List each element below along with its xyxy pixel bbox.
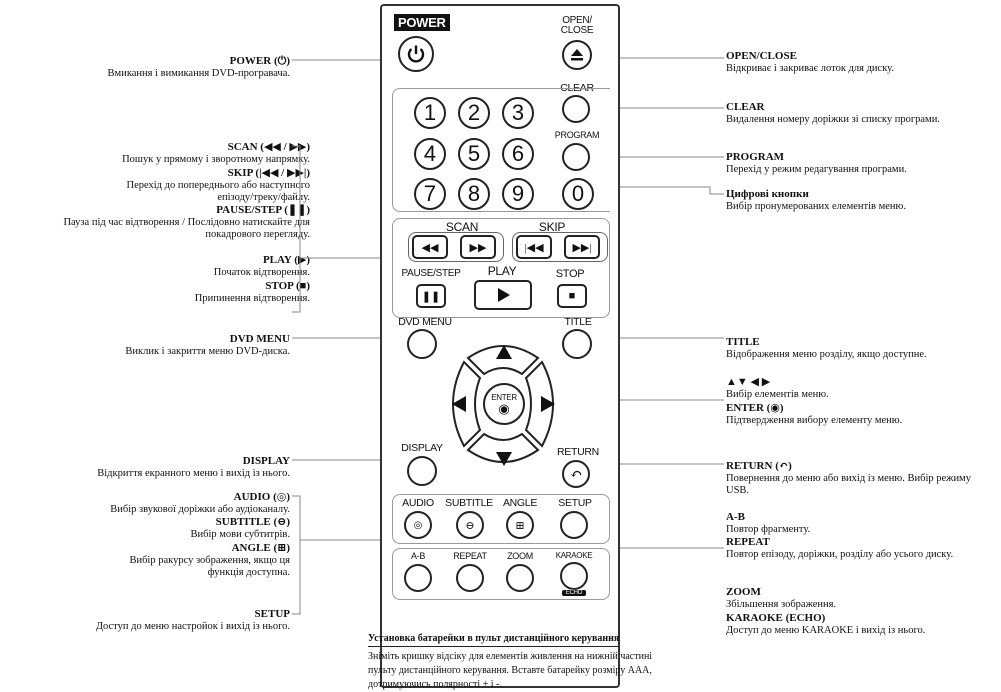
scan-heading: SCAN (◀◀ / ▶▶) [227, 141, 310, 153]
openclose-heading: OPEN/CLOSE [726, 50, 797, 62]
karaoke-text: Доступ до меню KARAOKE і вихід із нього. [726, 624, 926, 636]
digit-4-button[interactable]: 4 [414, 138, 446, 170]
setup-heading: SETUP [254, 608, 290, 620]
digits-text: Вибір пронумерованих елементів меню. [726, 200, 906, 212]
openclose-label: OPEN/ CLOSE [560, 15, 594, 36]
angle-heading: ANGLE (⊞) [231, 542, 290, 554]
enter-icon: ◉ [498, 401, 510, 416]
program-button[interactable] [562, 143, 590, 171]
arrow-left-button[interactable] [449, 394, 469, 414]
power-button[interactable] [398, 36, 434, 72]
digit-0-button[interactable]: 0 [562, 178, 594, 210]
stop-text: Припинення відтворення. [194, 292, 310, 304]
power-icon [405, 43, 427, 65]
openclose-text: Відкриває і закриває лоток для диску. [726, 62, 894, 74]
enter-label: ENTER [491, 393, 517, 402]
subtitle-button[interactable] [456, 511, 484, 539]
zoom-button[interactable] [506, 564, 534, 592]
play-icon [495, 287, 511, 303]
ab-button[interactable] [404, 564, 432, 592]
play-text: Початок відтворення. [213, 266, 310, 278]
dvdmenu-heading: DVD MENU [229, 333, 290, 345]
title-text: Відображення меню розділу, якщо доступне. [726, 348, 927, 360]
audio-heading: AUDIO (◎) [233, 491, 290, 503]
repeat-button[interactable] [456, 564, 484, 592]
arrows-text: Вибір елементів меню. [726, 388, 829, 400]
skip-forward-icon: ▶▶| [572, 241, 592, 254]
display-text: Відкриття екранного меню і вихід із нього. [97, 467, 290, 479]
return-heading: RETURN (↶) [726, 460, 792, 472]
power-heading: POWER (⏻) [229, 55, 290, 67]
pausestep-button[interactable] [416, 284, 446, 308]
dvdmenu-text: Виклик і закриття меню DVD-диска. [125, 345, 290, 357]
pause-icon: ❚❚ [421, 290, 441, 303]
arrow-down-icon [494, 448, 514, 468]
ab-heading: A-B [726, 511, 745, 523]
repeat-text: Повтор епізоду, доріжки, розділу або усього диску. [726, 548, 954, 560]
display-heading: DISPLAY [242, 455, 290, 467]
scan-label: SCAN [445, 220, 479, 234]
title-heading: TITLE [726, 336, 760, 348]
ab-label: A-B [410, 551, 426, 561]
openclose-button[interactable] [562, 40, 592, 70]
fast-forward-icon: ▶▶ [469, 241, 487, 254]
digit-8-button[interactable]: 8 [458, 178, 490, 210]
setup-button[interactable] [560, 511, 588, 539]
digits-heading: Цифрові кнопки [726, 188, 809, 200]
arrow-left-icon [449, 394, 469, 414]
digit-2-button[interactable]: 2 [458, 97, 490, 129]
power-label: POWER [394, 14, 450, 31]
angle-icon: ⊞ [515, 519, 525, 532]
angle-text: Вибір ракурсу зображення, якщо ця функція доступна. [129, 554, 290, 579]
subtitle-heading: SUBTITLE (⊖) [215, 516, 290, 528]
play-heading: PLAY (▶) [262, 254, 310, 266]
subtitle-text: Вибір мови субтитрів. [190, 528, 290, 540]
setup-text: Доступ до меню настройок і вихід із нього. [95, 620, 290, 632]
pausestep-label: PAUSE/STEP [401, 268, 461, 279]
arrow-right-button[interactable] [538, 394, 558, 414]
enter-text: Підтвердження вибору елементу меню. [726, 414, 903, 426]
digit-5-button[interactable]: 5 [458, 138, 490, 170]
digit-7-button[interactable]: 7 [414, 178, 446, 210]
power-text: Вмикання і вимикання DVD-програвача. [107, 67, 290, 79]
angle-button[interactable] [506, 511, 534, 539]
title-label: TITLE [564, 316, 592, 328]
repeat-heading: REPEAT [726, 536, 770, 548]
display-label: DISPLAY [401, 442, 443, 454]
arrow-up-icon [494, 343, 514, 363]
play-button[interactable] [474, 280, 532, 310]
audio-button[interactable] [404, 511, 432, 539]
zoom-heading: ZOOM [726, 586, 761, 598]
digit-3-button[interactable]: 3 [502, 97, 534, 129]
arrow-right-icon [538, 394, 558, 414]
arrows-heading: ▲▼ ◀ ▶ [726, 376, 771, 388]
clear-heading: CLEAR [726, 101, 765, 113]
program-heading: PROGRAM [726, 151, 785, 163]
battery-title: Установка батарейки в пульт дистанційного керування [368, 632, 619, 647]
enter-button[interactable] [483, 383, 525, 425]
remote-control [380, 4, 620, 688]
audio-text: Вибір звукової доріжки або аудіоканалу. [110, 503, 290, 515]
return-button[interactable] [562, 460, 590, 488]
enter-heading: ENTER (◉) [726, 402, 784, 414]
stop-icon: ■ [568, 290, 576, 302]
display-button[interactable] [407, 456, 437, 486]
program-label: PROGRAM [554, 130, 600, 140]
skip-forward-button[interactable] [564, 235, 600, 259]
program-text: Перехід у режим редагування програми. [726, 163, 907, 175]
karaoke-label: KARAOKE [555, 551, 593, 560]
scan-forward-button[interactable] [460, 235, 496, 259]
play-label: PLAY [487, 264, 517, 278]
subtitle-label: SUBTITLE [445, 497, 493, 509]
audio-icon: ◎ [413, 519, 423, 531]
skip-back-icon: |◀◀ [524, 241, 544, 254]
stop-label: STOP [555, 268, 585, 280]
clear-label: CLEAR [560, 82, 594, 94]
setup-label: SETUP [558, 497, 592, 509]
return-icon: ↶ [569, 466, 583, 483]
arrow-down-button[interactable] [494, 448, 514, 468]
skip-back-button[interactable] [516, 235, 552, 259]
return-text: Повернення до меню або вихід із меню. Вибір режиму USB. [726, 472, 971, 497]
return-label: RETURN [557, 446, 599, 458]
angle-label: ANGLE [502, 497, 538, 509]
scan-text: Пошук у прямому і зворотному напрямку. [122, 153, 310, 165]
digit-6-button[interactable]: 6 [502, 138, 534, 170]
digit-1-button[interactable]: 1 [414, 97, 446, 129]
repeat-label: REPEAT [453, 551, 487, 561]
rewind-icon: ◀◀ [421, 241, 439, 254]
stop-button[interactable] [557, 284, 587, 308]
dvdmenu-label: DVD MENU [398, 316, 452, 328]
karaoke-button[interactable] [560, 562, 588, 590]
digit-9-button[interactable]: 9 [502, 178, 534, 210]
zoom-text: Збільшення зображення. [726, 598, 837, 610]
battery-text: Зніміть кришку відсіку для елементів живлення на нижній частині пульту дистанційного керування. Вставте батарейку розміру AAA, дотримуючись полярності + і -. [368, 651, 653, 690]
audio-label: AUDIO [402, 497, 434, 509]
skip-heading: SKIP (|◀◀ / ▶▶|) [227, 167, 310, 179]
clear-text: Видалення номеру доріжки зі списку програми. [726, 113, 940, 125]
pause-text: Пауза під час відтворення / Послідовно натискайте для покадрового перегляду. [63, 216, 310, 241]
ab-text: Повтор фрагменту. [726, 523, 811, 535]
eject-icon [569, 47, 585, 63]
skip-text: Перехід до попереднього або наступного епізоду/треку/файлу. [126, 179, 310, 204]
subtitle-icon: ⊖ [465, 519, 475, 532]
scan-back-button[interactable] [412, 235, 448, 259]
arrow-up-button[interactable] [494, 343, 514, 363]
battery-note [368, 632, 668, 692]
echo-label: ECHO [562, 590, 586, 596]
zoom-label: ZOOM [507, 551, 533, 561]
karaoke-heading: KARAOKE (ECHO) [726, 612, 826, 624]
pause-heading: PAUSE/STEP (❚❚) [216, 204, 310, 216]
skip-label: SKIP [538, 220, 566, 234]
dvdmenu-button[interactable] [407, 329, 437, 359]
stop-heading: STOP (■) [265, 280, 310, 292]
